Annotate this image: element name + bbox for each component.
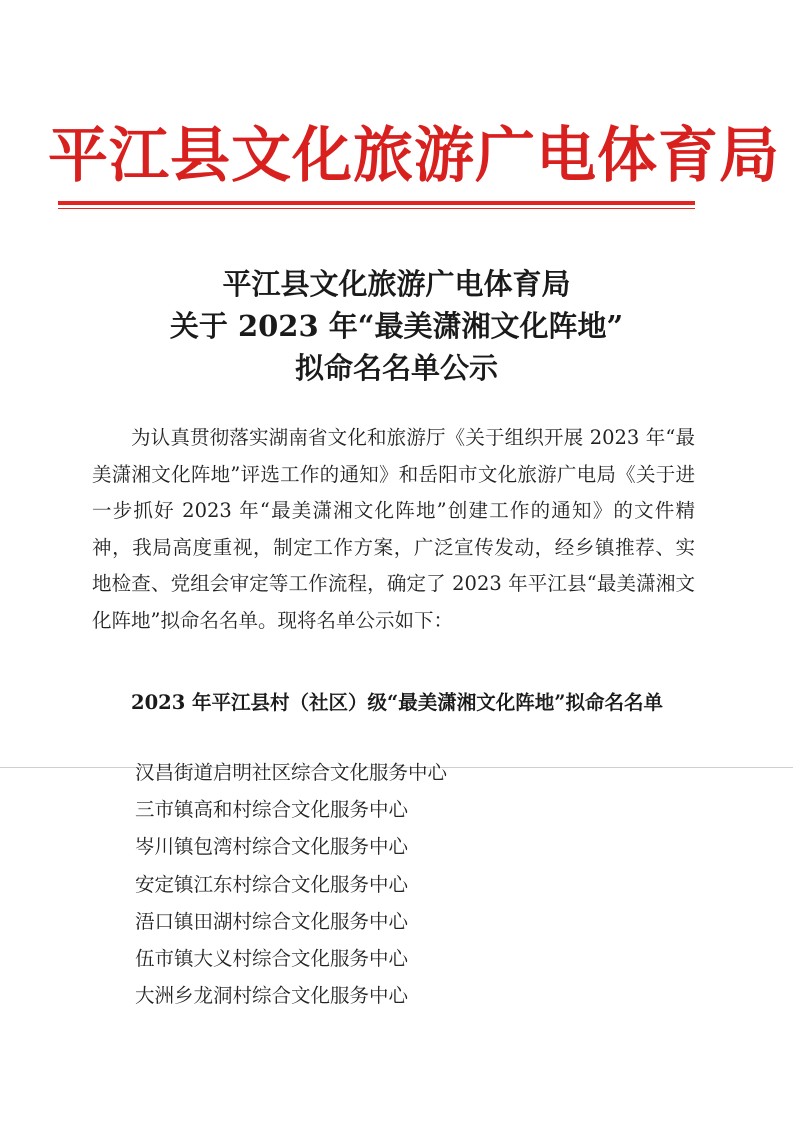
document-title bbox=[60, 263, 733, 389]
list-item: 伍市镇大义村综合文化服务中心 bbox=[135, 947, 409, 971]
list-heading: 2023 年平江县村（社区）级“最美潇湘文化阵地”拟命名名单 bbox=[131, 691, 663, 714]
list-item: 浯口镇田湖村综合文化服务中心 bbox=[135, 909, 409, 933]
title-line-1: 平江县文化旅游广电体育局 bbox=[222, 267, 571, 301]
title-line-2: 关于 2023 年“最美潇湘文化阵地” bbox=[169, 309, 624, 343]
body-paragraph: 为认真贯彻落实湖南省文化和旅游厅《关于组织开展 2023 年“最美潇湘文化阵地”评选工作的通知》和岳阳市文化旅游广电局《关于进一步抓好 2023 年“最美潇湘文化阵地”创建工作的通知》的文件精神，我局高度重视，制定工作方案，广泛宣传发动，经乡镇推荐、实地检查、党组会审定等工作流程，确定了 2023 年平江县“最美潇湘文化阵地”拟命名名单。现将名单公示如下： bbox=[92, 426, 695, 632]
list-item: 安定镇江东村综合文化服务中心 bbox=[135, 872, 409, 896]
nominee-list bbox=[135, 754, 655, 1014]
list-item: 岑川镇包湾村综合文化服务中心 bbox=[135, 835, 409, 859]
letterhead-divider-thin bbox=[58, 208, 695, 209]
letterhead-divider-thick bbox=[58, 201, 695, 205]
title-line-3: 拟命名名单公示 bbox=[294, 351, 498, 385]
document-body bbox=[92, 420, 695, 639]
list-item: 汉昌街道启明社区综合文化服务中心 bbox=[135, 761, 448, 784]
letterhead-org-name: 平江县文化旅游广电体育局 bbox=[48, 121, 780, 191]
list-item: 三市镇高和村综合文化服务中心 bbox=[135, 798, 409, 822]
list-item: 大洲乡龙洞村综合文化服务中心 bbox=[135, 984, 409, 1008]
